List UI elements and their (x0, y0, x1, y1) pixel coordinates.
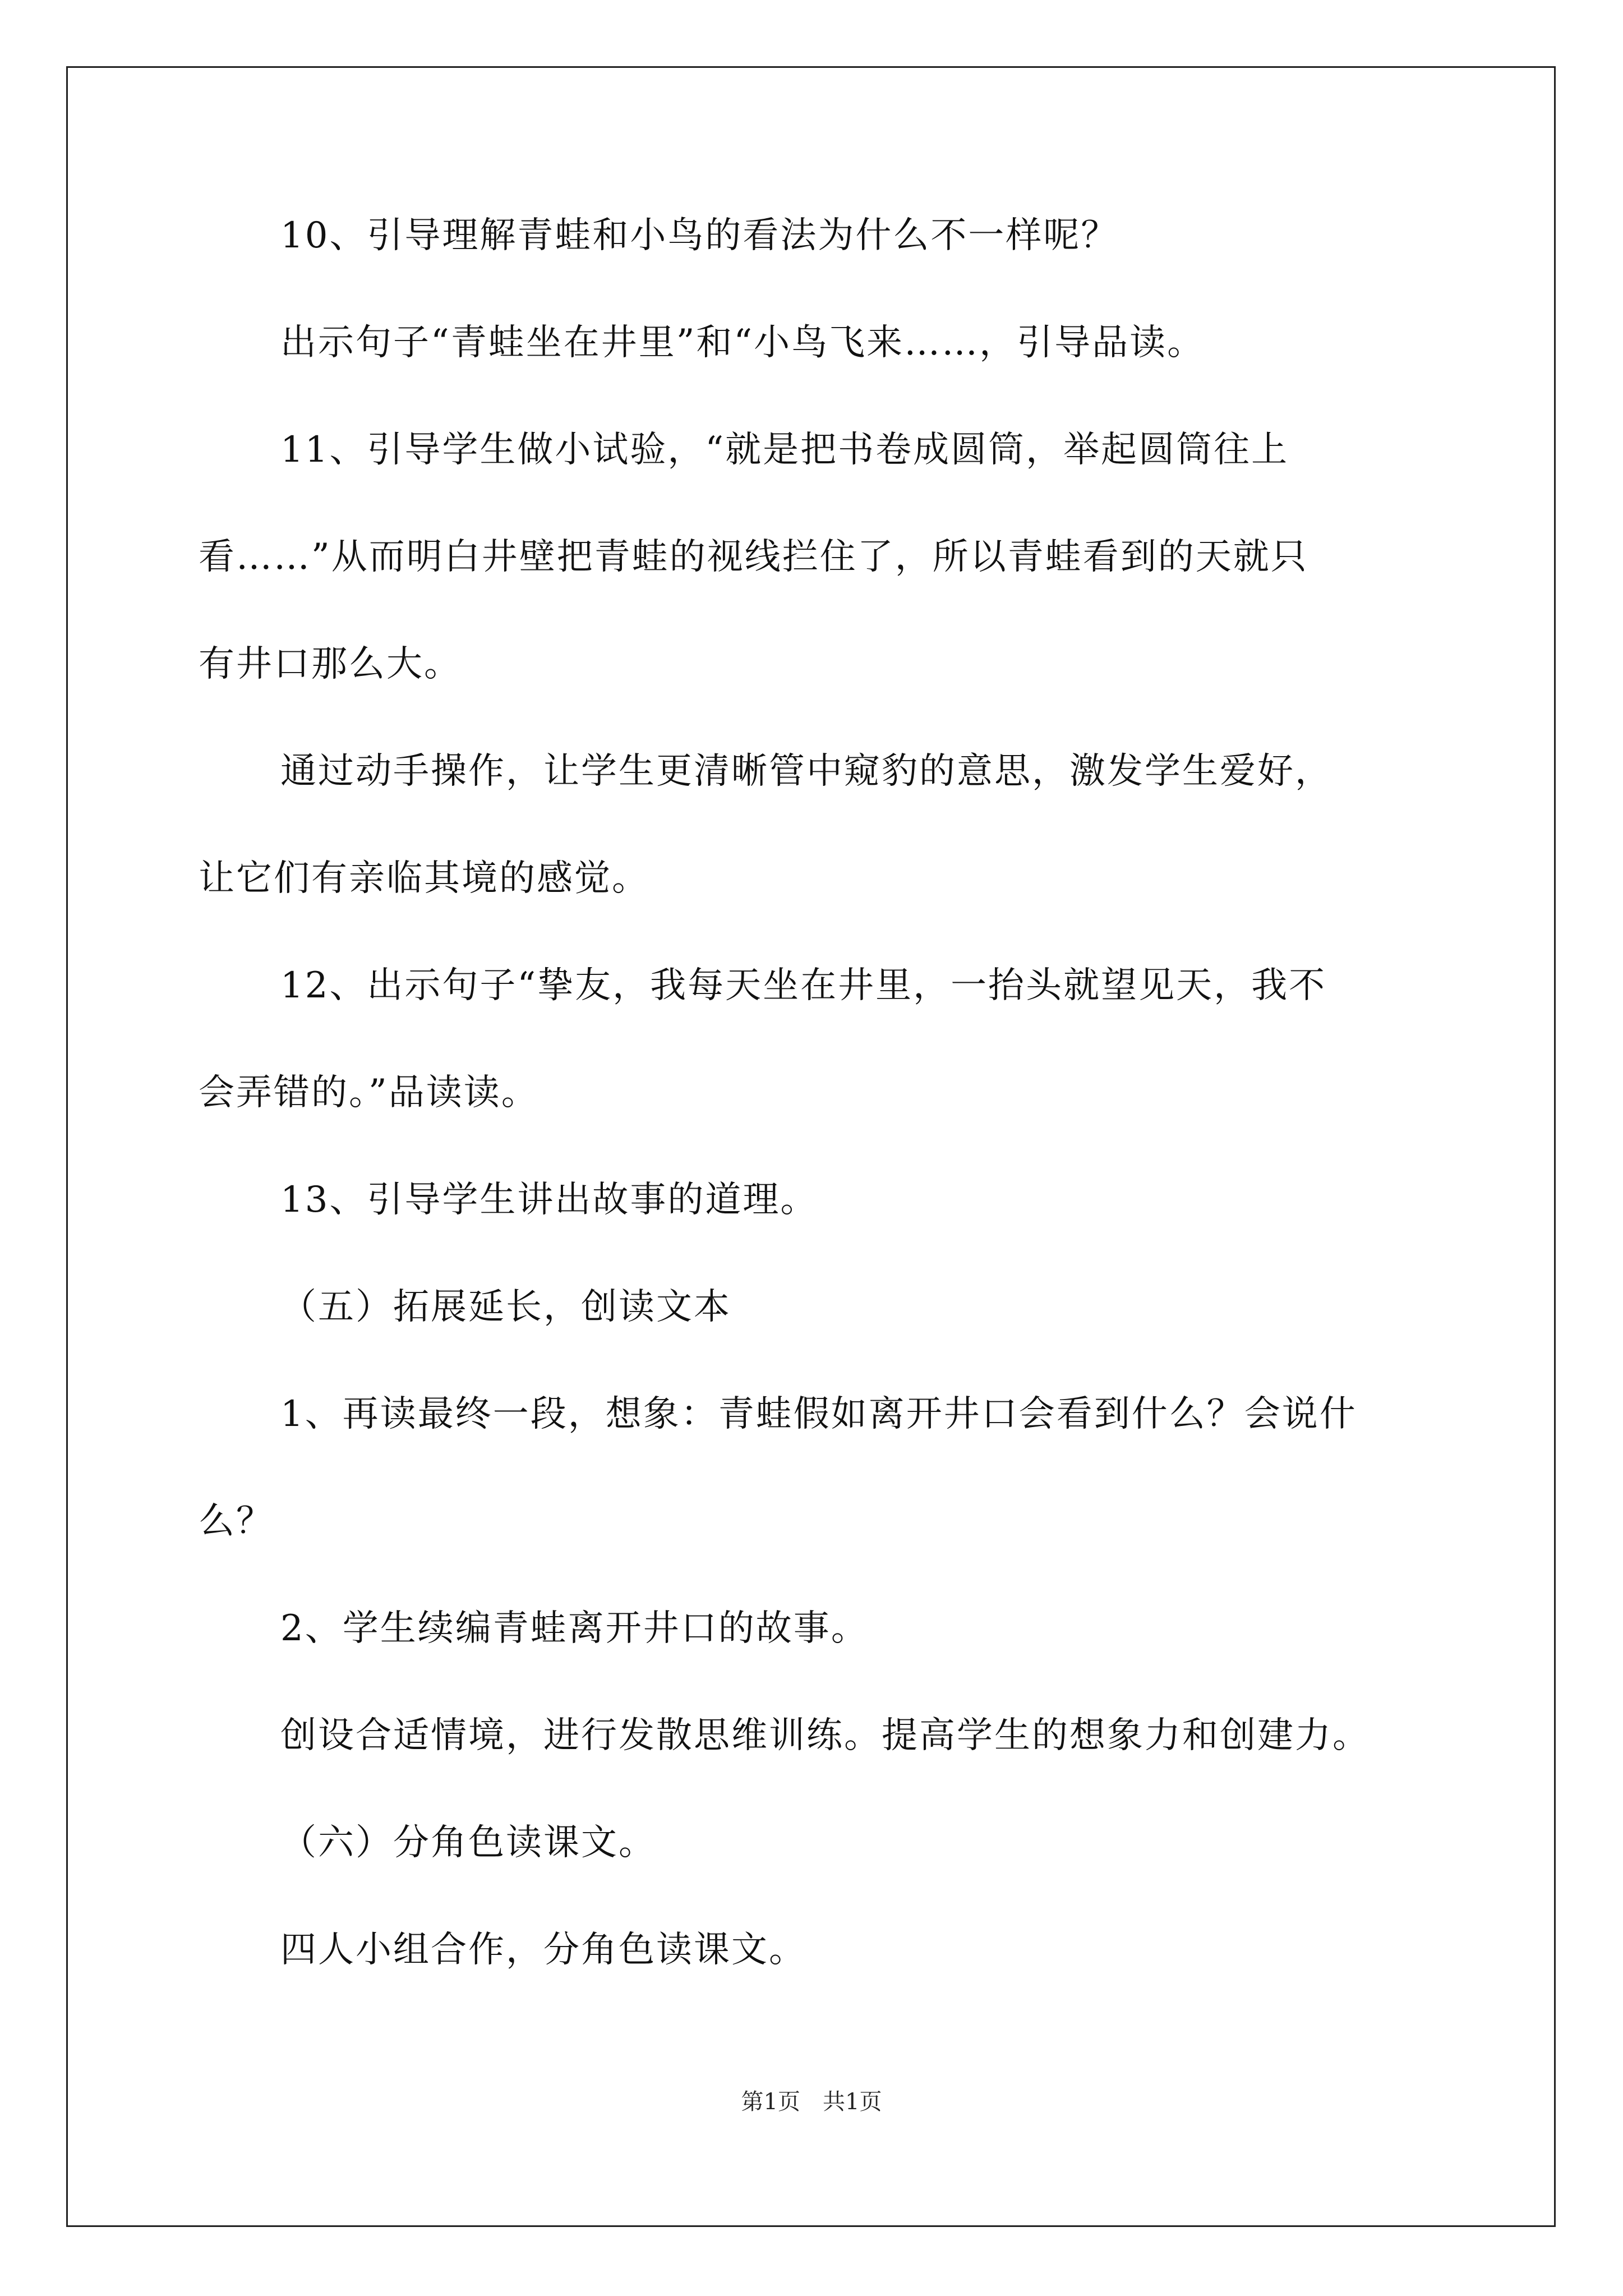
paragraph-line: 2、学生续编青蛙离开井口的故事。 (280, 1608, 869, 1649)
paragraph-line: 通过动手操作，让学生更清晰管中窥豹的意思，激发学生爱好， (280, 751, 1332, 792)
section-heading: （六）分角色读课文。 (280, 1822, 656, 1864)
paragraph-line: 12、出示句子“挚友，我每天坐在井里，一抬头就望见天，我不 (280, 965, 1327, 1006)
paragraph-line: 会弄错的。”品读读。 (199, 1072, 539, 1114)
page-border (66, 66, 1556, 2227)
paragraph-line: 让它们有亲临其境的感觉。 (199, 858, 649, 899)
paragraph-line: 11、引导学生做小试验，“就是把书卷成圆筒，举起圆筒往上 (280, 429, 1289, 471)
paragraph-line: 四人小组合作，分角色读课文。 (280, 1929, 806, 1971)
page-footer: 第1页 共1页 (741, 2089, 882, 2115)
paragraph-line: 1、再读最终一段，想象：青蛙假如离开井口会看到什么？会说什 (280, 1393, 1357, 1435)
paragraph-line: 有井口那么大。 (199, 643, 462, 685)
section-heading: （五）拓展延长，创读文本 (280, 1286, 731, 1328)
paragraph-line: 么？ (199, 1501, 274, 1542)
paragraph-line: 出示句子“青蛙坐在井里”和“小鸟飞来……，引导品读。 (280, 322, 1205, 364)
paragraph-line: 13、引导学生讲出故事的道理。 (280, 1179, 818, 1221)
paragraph-line: 10、引导理解青蛙和小鸟的看法为什么不一样呢？ (280, 215, 1119, 256)
paragraph-line: 创设合适情境，进行发散思维训练。提高学生的想象力和创建力。 (280, 1715, 1370, 1756)
paragraph-line: 看……”从而明白井壁把青蛙的视线拦住了，所以青蛙看到的天就只 (199, 536, 1308, 578)
